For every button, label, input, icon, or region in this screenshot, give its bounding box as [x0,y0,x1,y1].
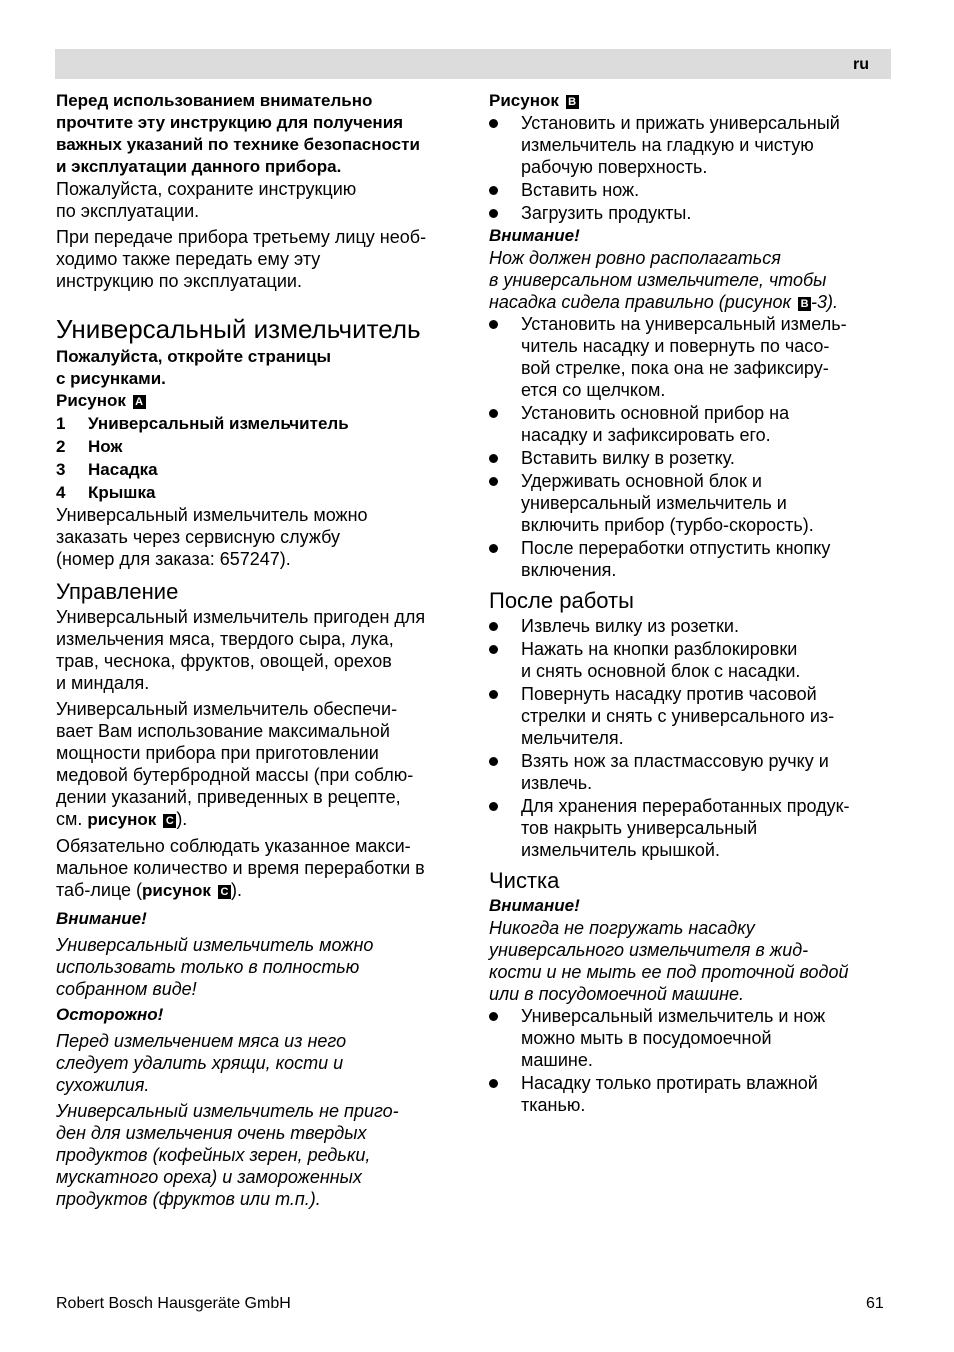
text-line: Извлечь вилку из розетки. [521,616,739,636]
intro-bold-line: и эксплуатации данного прибора. [56,157,342,176]
text-line: Универсальный измельчитель пригоден для [56,607,426,627]
intro-paragraph-2 [56,226,466,292]
list-item [489,313,894,401]
header-bar [55,49,891,79]
text-line: читель насадку и повернуть по часо- [521,336,830,356]
text-suffix: ). [176,809,188,829]
list-item [56,412,466,435]
text-line [56,808,466,831]
bullet-icon [489,750,521,794]
text-line: можно мыть в посудомоечной [521,1028,772,1048]
bullet-icon [489,683,521,749]
text-line: Взять нож за пластмассовую ручку и [521,751,829,771]
bullet-icon [489,402,521,446]
text-line: машине. [521,1050,593,1070]
text-line: рабочую поверхность. [521,157,708,177]
text-line: насадку и зафиксировать его. [521,425,771,445]
text-line: (номер для заказа: 657247). [56,549,291,569]
list-item [489,683,894,749]
bullet-icon [489,638,521,682]
open-pages-line: Пожалуйста, откройте страницы [56,347,332,366]
text-line: Пожалуйста, сохраните инструкцию [56,179,357,199]
attention-label: Внимание! [489,896,580,915]
text-line: и миндаля. [56,673,150,693]
figure-b-icon: B [566,95,579,109]
list-item [489,537,894,581]
text-line: Универсальный измельчитель обеспечи- [56,699,398,719]
clean-attention-block [489,895,894,1005]
left-column [56,90,466,1210]
list-item [489,638,894,682]
text-line: Универсальный измельчитель можно [56,935,374,955]
text-line: Вставить нож. [521,180,640,200]
text-line: медовой бутербродной массы (при соблю- [56,765,414,785]
text-line: Установить на универсальный измель- [521,314,847,334]
text-line: ется со щелчком. [521,380,666,400]
text-line: Универсальный измельчитель и нож [521,1006,826,1026]
bullet-icon [489,1072,521,1116]
text-line: по эксплуатации. [56,201,200,221]
bullet-icon [489,795,521,861]
item-number: 4 [56,483,66,502]
text-line: мельчителя. [521,728,624,748]
text-line: Удерживать основной блок и [521,471,762,491]
figure-c-icon: C [163,814,176,828]
figure-a-ref [56,390,466,412]
text-line: измельчитель крышкой. [521,840,720,860]
text-line: дении указаний, приведенных в рецепте, [56,787,401,807]
list-item [489,750,894,794]
text-line: Нажать на кнопки разблокировки [521,639,798,659]
text-line: сухожилия. [56,1075,150,1095]
figure-b-ref [489,90,894,112]
item-label: Универсальный измельчитель [88,414,349,433]
text-line: включения. [521,560,617,580]
intro-bold-line: прочтите эту инструкцию для получения [56,113,404,132]
steps-list-4 [489,1005,894,1116]
attention-label: Внимание! [56,909,147,928]
figure-c-icon: C [218,885,231,899]
bullet-icon [489,1005,521,1071]
text-line: и снять основной блок с насадки. [521,661,801,681]
text-line: вает Вам использование максимальной [56,721,390,741]
parts-list [56,412,466,504]
control-paragraph-3 [56,835,466,902]
figure-label: Рисунок [489,91,559,110]
open-pages-line: с рисунками. [56,369,166,388]
list-item [489,1005,894,1071]
list-item [489,447,894,469]
text-line: Вставить вилку в розетку. [521,448,735,468]
section-heading-cleaning: Чистка [489,868,560,893]
text-line: Повернуть насадку против часовой [521,684,817,704]
text-line: вой стрелке, пока она не зафиксиру- [521,358,829,378]
text-suffix: ). [230,880,242,900]
caution-label: Осторожно! [56,1005,164,1024]
list-item [489,615,894,637]
text-line: измельчитель на гладкую и чистую [521,135,814,155]
right-column [489,90,894,1117]
figure-label: Рисунок [56,391,126,410]
list-item [489,402,894,446]
steps-list-3 [489,615,894,861]
text-line: тов накрыть универсальный [521,818,758,838]
item-label: Нож [88,437,123,456]
text-line [56,879,466,902]
footer-company: Robert Bosch Hausgeräte GmbH [56,1295,291,1312]
section-heading-control: Управление [56,579,179,604]
bullet-icon [489,447,521,469]
text-line: При передаче прибора третьему лицу необ- [56,227,427,247]
list-item [56,458,466,481]
text-line: включить прибор (турбо-скорость). [521,515,814,535]
text-line: Загрузить продукты. [521,203,692,223]
text-line [489,291,894,313]
figure-ref: рисунок [142,881,211,900]
control-paragraph-2 [56,698,466,831]
text-line: Обязательно соблюдать указанное макси- [56,836,411,856]
text-line: в универсальном измельчителе, чтобы [489,270,827,290]
figure-a-icon: A [133,395,146,409]
page-number: 61 [866,1295,884,1312]
text-line: универсальный измельчитель и [521,493,787,513]
order-text [56,504,466,570]
text-line: или в посудомоечной машине. [489,984,745,1004]
text-line: стрелки и снять с универсального из- [521,706,835,726]
bullet-icon [489,313,521,401]
item-number: 3 [56,460,66,479]
list-item [489,1072,894,1116]
text-line: кости и не мыть ее под проточной водой [489,962,849,982]
figure-b-icon: B [798,297,811,311]
intro-paragraph-1 [56,178,466,222]
language-code: ru [853,56,869,73]
text-line: Для хранения переработанных продук- [521,796,850,816]
intro-bold-line: важных указаний по технике безопасности [56,135,420,154]
list-item [489,795,894,861]
text-line: инструкцию по эксплуатации. [56,271,302,291]
text-line: Насадку только протирать влажной [521,1073,818,1093]
control-paragraph-1 [56,606,466,694]
text-line: собранном виде! [56,979,197,999]
text-line: измельчения мяса, твердого сыра, лука, [56,629,394,649]
text-prefix: насадка сидела правильно (рисунок [489,292,792,312]
intro-warning [56,90,466,178]
text-line: Перед измельчением мяса из него [56,1031,347,1051]
steps-list-2 [489,313,894,581]
list-item [56,481,466,504]
figure-ref: рисунок [87,810,157,829]
text-line: трав, чеснока, фруктов, овощей, орехов [56,651,392,671]
text-line: следует удалить хрящи, кости и [56,1053,344,1073]
attention-block [56,908,466,1000]
bullet-icon [489,537,521,581]
text-line: мощности прибора при приготовлении [56,743,379,763]
item-number: 1 [56,414,66,433]
bullet-icon [489,112,521,178]
text-line: Установить основной прибор на [521,403,790,423]
list-item [489,179,894,201]
text-line: тканью. [521,1095,586,1115]
text-prefix: таб-лице ( [56,880,143,900]
attention-label: Внимание! [489,226,580,245]
item-label: Насадка [88,460,158,479]
text-line: После переработки отпустить кнопку [521,538,831,558]
text-line: продуктов (кофейных зерен, редьки, [56,1145,371,1165]
item-label: Крышка [88,483,156,502]
caution-block [56,1004,466,1210]
list-item [56,435,466,458]
text-line: Установить и прижать универсальный [521,113,840,133]
bullet-icon [489,615,521,637]
attention-block [489,225,894,313]
text-line: Универсальный измельчитель не приго- [56,1101,399,1121]
text-line: универсального измельчителя в жид- [489,940,809,960]
page-title: Универсальный измельчитель [56,314,421,344]
intro-bold-line: Перед использованием внимательно [56,91,373,110]
text-line: использовать только в полностью [56,957,360,977]
list-item [489,202,894,224]
item-number: 2 [56,437,66,456]
section-heading-after-use: После работы [489,588,634,613]
text-line: извлечь. [521,773,593,793]
text-line: ходимо также передать ему эту [56,249,321,269]
text-line: мальное количество и время переработки в [56,858,425,878]
bullet-icon [489,179,521,201]
text-line: продуктов (фруктов или т.п.). [56,1189,321,1209]
bullet-icon [489,470,521,536]
text-line: Никогда не погружать насадку [489,918,755,938]
text-prefix: см. [56,809,88,829]
bullet-icon [489,202,521,224]
text-suffix: -3). [811,292,839,312]
text-line: Нож должен ровно располагаться [489,248,781,268]
list-item [489,470,894,536]
text-line: ден для измельчения очень твердых [56,1123,367,1143]
list-item [489,112,894,178]
steps-list-1 [489,112,894,224]
text-line: мускатного ореха) и замороженных [56,1167,362,1187]
text-line: заказать через сервисную службу [56,527,341,547]
text-line: Универсальный измельчитель можно [56,505,368,525]
